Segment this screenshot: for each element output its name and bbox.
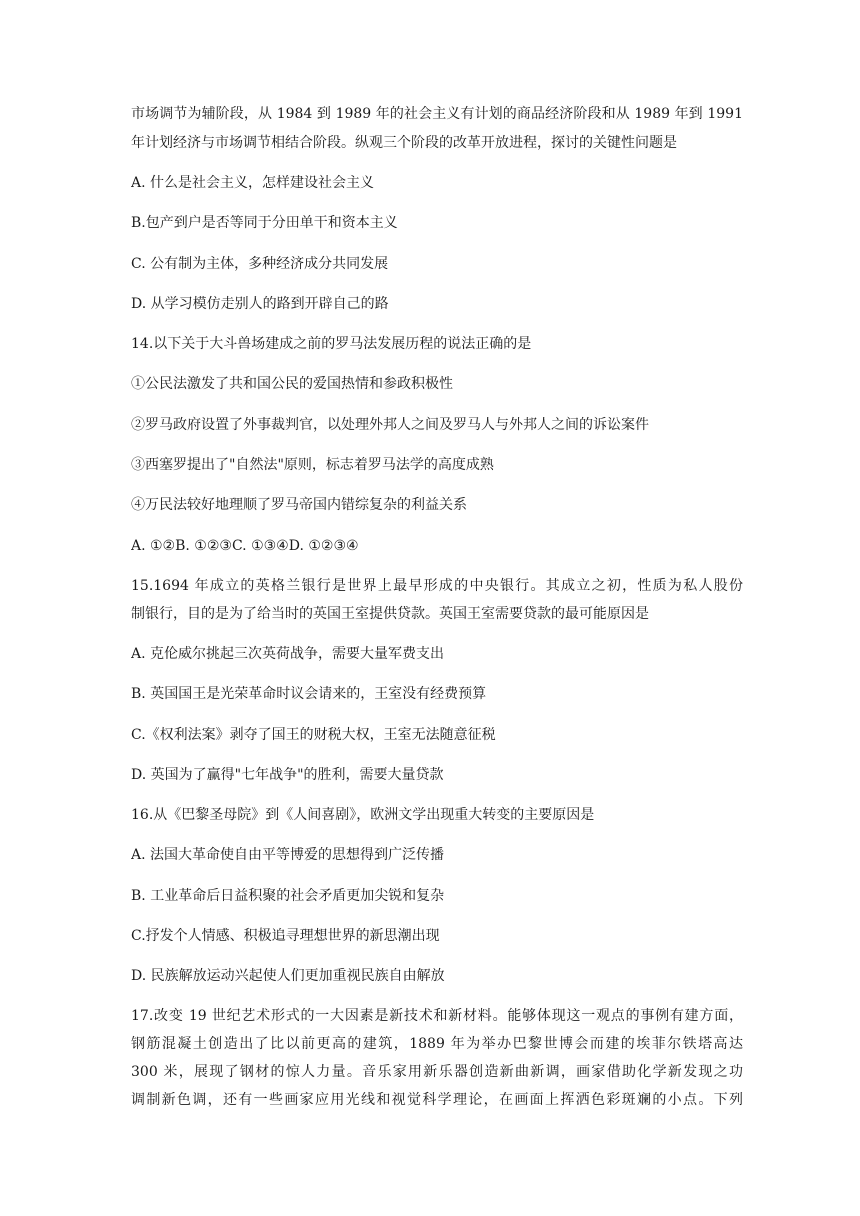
- q15-stem-line-2: 制银行，目的是为了给当时的英国王室提供贷款。英国王室需要贷款的最可能原因是: [131, 606, 649, 622]
- q15-option-a: A. 克伦威尔挑起三次英荷战争，需要大量军费支出: [131, 646, 445, 662]
- q15-option-b: B. 英国国王是光荣革命时议会请来的，王室没有经费预算: [131, 686, 487, 702]
- q16-option-b: B. 工业革命后日益积聚的社会矛盾更加尖锐和复杂: [131, 888, 445, 904]
- q15-stem-line-1: 15.1694 年成立的英格兰银行是世界上最早形成的中央银行。其成立之初，性质为私人股份: [131, 578, 743, 594]
- q17-stem-line-3: 300 米，展现了钢材的惊人力量。音乐家用新乐器创造新曲新调，画家借助化学新发现之功: [131, 1064, 743, 1080]
- q14-statement-2: ②罗马政府设置了外事裁判官，以处理外邦人之间及罗马人与外邦人之间的诉讼案件: [131, 417, 649, 433]
- q16-stem: 16.从《巴黎圣母院》到《人间喜剧》，欧洲文学出现重大转变的主要原因是: [131, 807, 595, 823]
- q15-option-c: C.《权利法案》剥夺了国王的财税大权，王室无法随意征税: [131, 727, 496, 743]
- q13-stem-line-2: 年计划经济与市场调节相结合阶段。纵观三个阶段的改革开放进程，探讨的关键性问题是: [131, 135, 677, 151]
- q14-statement-4: ④万民法较好地理顺了罗马帝国内错综复杂的利益关系: [131, 497, 467, 513]
- q14-options: A. ①②B. ①②③C. ①③④D. ①②③④: [131, 538, 359, 554]
- q13-option-b: B.包产到户是否等同于分田单干和资本主义: [131, 215, 398, 231]
- q13-stem-line-1: 市场调节为辅阶段，从 1984 到 1989 年的社会主义有计划的商品经济阶段和从 1989 年到 1991: [131, 106, 743, 122]
- q16-option-d: D. 民族解放运动兴起使人们更加重视民族自由解放: [131, 968, 445, 984]
- q13-option-a: A. 什么是社会主义，怎样建设社会主义: [131, 175, 375, 191]
- q14-stem: 14.以下关于大斗兽场建成之前的罗马法发展历程的说法正确的是: [131, 336, 532, 352]
- q17-stem-line-4: 调制新色调，还有一些画家应用光线和视觉科学理论，在画面上挥洒色彩斑斓的小点。下列: [131, 1092, 743, 1108]
- q16-option-a: A. 法国大革命使自由平等博爱的思想得到广泛传播: [131, 847, 445, 863]
- q14-statement-3: ③西塞罗提出了"自然法"原则，标志着罗马法学的高度成熟: [131, 457, 494, 473]
- q15-option-d: D. 英国为了赢得"七年战争"的胜利，需要大量贷款: [131, 767, 444, 783]
- q17-stem-line-2: 钢筋混凝土创造出了比以前更高的建筑，1889 年为举办巴黎世博会而建的埃菲尔铁塔高达: [131, 1036, 743, 1052]
- q17-stem-line-1: 17.改变 19 世纪艺术形式的一大因素是新技术和新材料。能够体现这一观点的事例有建方面，: [131, 1008, 743, 1024]
- q13-option-c: C. 公有制为主体，多种经济成分共同发展: [131, 256, 389, 272]
- q16-option-c: C.抒发个人情感、积极追寻理想世界的新思潮出现: [131, 928, 440, 944]
- q13-option-d: D. 从学习模仿走别人的路到开辟自己的路: [131, 296, 389, 312]
- q14-statement-1: ①公民法激发了共和国公民的爱国热情和参政积极性: [131, 376, 453, 392]
